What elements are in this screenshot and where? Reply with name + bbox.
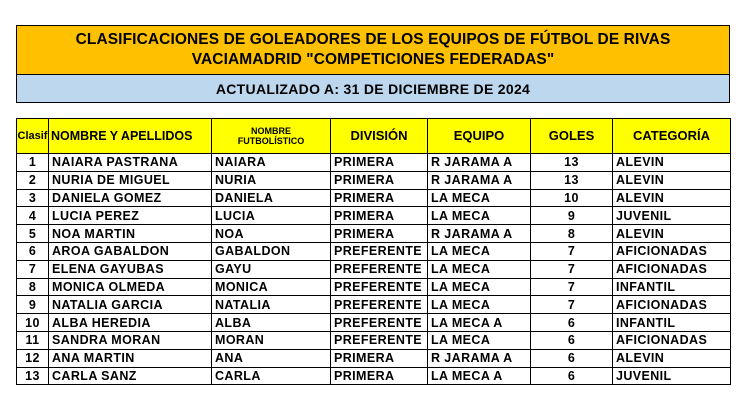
- table-row: [17, 349, 731, 367]
- cell-goles: 7: [531, 278, 613, 296]
- title-line-1: CLASIFICACIONES DE GOLEADORES DE LOS EQUIPOS DE FÚTBOL DE RIVAS: [75, 31, 671, 48]
- cell-nombre: CARLA SANZ: [49, 367, 212, 385]
- cell-equipo: R JARAMA A: [428, 225, 531, 243]
- cell-futbolistico: ANA: [212, 349, 331, 367]
- cell-division: PRIMERA: [331, 225, 428, 243]
- cell-clasif: 9: [17, 296, 49, 314]
- table-row: [17, 207, 731, 225]
- col-header-categoria: CATEGORÍA: [613, 119, 731, 154]
- cell-nombre: NATALIA GARCIA: [49, 296, 212, 314]
- title-line-2: VACIAMADRID "COMPETICIONES FEDERADAS": [191, 51, 555, 68]
- table-header-row: [17, 119, 731, 154]
- col-header-futbolistico-label: NOMBRE FUTBOLÍSTICO: [237, 126, 305, 146]
- cell-equipo: LA MECA: [428, 242, 531, 260]
- cell-equipo: R JARAMA A: [428, 349, 531, 367]
- table-row: [17, 171, 731, 189]
- cell-division: PREFERENTE: [331, 314, 428, 332]
- table-row: [17, 242, 731, 260]
- cell-nombre: NOA MARTIN: [49, 225, 212, 243]
- col-header-futbolistico: [212, 119, 331, 154]
- cell-nombre: DANIELA GOMEZ: [49, 189, 212, 207]
- cell-categoria: AFICIONADAS: [613, 260, 731, 278]
- cell-clasif: 11: [17, 331, 49, 349]
- cell-futbolistico: GABALDON: [212, 242, 331, 260]
- cell-categoria: ALEVIN: [613, 225, 731, 243]
- cell-categoria: ALEVIN: [613, 189, 731, 207]
- updated-date: ACTUALIZADO A: 31 DE DICIEMBRE DE 2024: [16, 75, 730, 103]
- cell-nombre: ALBA HEREDIA: [49, 314, 212, 332]
- cell-categoria: ALEVIN: [613, 154, 731, 172]
- cell-futbolistico: MORAN: [212, 331, 331, 349]
- cell-division: PREFERENTE: [331, 260, 428, 278]
- cell-division: PRIMERA: [331, 207, 428, 225]
- cell-futbolistico: MONICA: [212, 278, 331, 296]
- cell-futbolistico: LUCIA: [212, 207, 331, 225]
- cell-goles: 6: [531, 349, 613, 367]
- cell-nombre: NAIARA PASTRANA: [49, 154, 212, 172]
- cell-clasif: 10: [17, 314, 49, 332]
- cell-equipo: R JARAMA A: [428, 171, 531, 189]
- col-header-nombre: NOMBRE Y APELLIDOS: [49, 119, 212, 154]
- cell-nombre: MONICA OLMEDA: [49, 278, 212, 296]
- col-header-equipo: EQUIPO: [428, 119, 531, 154]
- cell-division: PRIMERA: [331, 171, 428, 189]
- cell-equipo: LA MECA A: [428, 367, 531, 385]
- cell-division: PRIMERA: [331, 189, 428, 207]
- cell-clasif: 3: [17, 189, 49, 207]
- cell-categoria: AFICIONADAS: [613, 242, 731, 260]
- cell-equipo: LA MECA: [428, 296, 531, 314]
- cell-futbolistico: NAIARA: [212, 154, 331, 172]
- cell-goles: 13: [531, 171, 613, 189]
- cell-nombre: LUCIA PEREZ: [49, 207, 212, 225]
- table-row: [17, 314, 731, 332]
- col-header-division: DIVISIÓN: [331, 119, 428, 154]
- cell-nombre: ELENA GAYUBAS: [49, 260, 212, 278]
- cell-clasif: 1: [17, 154, 49, 172]
- table-row: [17, 331, 731, 349]
- cell-goles: 8: [531, 225, 613, 243]
- cell-equipo: LA MECA: [428, 278, 531, 296]
- cell-division: PRIMERA: [331, 154, 428, 172]
- cell-goles: 9: [531, 207, 613, 225]
- cell-clasif: 8: [17, 278, 49, 296]
- cell-nombre: NURIA DE MIGUEL: [49, 171, 212, 189]
- cell-clasif: 5: [17, 225, 49, 243]
- table-row: [17, 189, 731, 207]
- cell-categoria: ALEVIN: [613, 171, 731, 189]
- cell-division: PREFERENTE: [331, 242, 428, 260]
- cell-nombre: ANA MARTIN: [49, 349, 212, 367]
- cell-goles: 7: [531, 296, 613, 314]
- cell-clasif: 13: [17, 367, 49, 385]
- cell-division: PRIMERA: [331, 349, 428, 367]
- cell-equipo: R JARAMA A: [428, 154, 531, 172]
- cell-clasif: 6: [17, 242, 49, 260]
- col-header-clasif: Clasif: [17, 119, 49, 154]
- cell-equipo: LA MECA: [428, 260, 531, 278]
- table-row: [17, 260, 731, 278]
- table-row: [17, 154, 731, 172]
- cell-futbolistico: NOA: [212, 225, 331, 243]
- cell-futbolistico: DANIELA: [212, 189, 331, 207]
- cell-goles: 6: [531, 314, 613, 332]
- title-box: [16, 25, 730, 75]
- cell-categoria: INFANTIL: [613, 314, 731, 332]
- cell-goles: 6: [531, 331, 613, 349]
- cell-equipo: LA MECA A: [428, 314, 531, 332]
- cell-nombre: AROA GABALDON: [49, 242, 212, 260]
- table-row: [17, 367, 731, 385]
- cell-categoria: INFANTIL: [613, 278, 731, 296]
- cell-futbolistico: CARLA: [212, 367, 331, 385]
- cell-goles: 10: [531, 189, 613, 207]
- cell-goles: 13: [531, 154, 613, 172]
- table-row: [17, 225, 731, 243]
- cell-equipo: LA MECA: [428, 331, 531, 349]
- cell-categoria: JUVENIL: [613, 207, 731, 225]
- cell-futbolistico: NURIA: [212, 171, 331, 189]
- cell-futbolistico: ALBA: [212, 314, 331, 332]
- cell-clasif: 2: [17, 171, 49, 189]
- cell-division: PRIMERA: [331, 367, 428, 385]
- cell-division: PREFERENTE: [331, 331, 428, 349]
- table-row: [17, 278, 731, 296]
- cell-nombre: SANDRA MORAN: [49, 331, 212, 349]
- cell-equipo: LA MECA: [428, 207, 531, 225]
- cell-division: PREFERENTE: [331, 296, 428, 314]
- cell-futbolistico: NATALIA: [212, 296, 331, 314]
- cell-goles: 7: [531, 260, 613, 278]
- col-header-goles: GOLES: [531, 119, 613, 154]
- cell-goles: 6: [531, 367, 613, 385]
- cell-categoria: AFICIONADAS: [613, 331, 731, 349]
- cell-categoria: ALEVIN: [613, 349, 731, 367]
- cell-equipo: LA MECA: [428, 189, 531, 207]
- cell-division: PREFERENTE: [331, 278, 428, 296]
- cell-goles: 7: [531, 242, 613, 260]
- cell-futbolistico: GAYU: [212, 260, 331, 278]
- cell-clasif: 7: [17, 260, 49, 278]
- cell-categoria: AFICIONADAS: [613, 296, 731, 314]
- header-banner: [16, 25, 730, 103]
- scorers-table: [16, 118, 731, 385]
- cell-clasif: 4: [17, 207, 49, 225]
- cell-categoria: JUVENIL: [613, 367, 731, 385]
- cell-clasif: 12: [17, 349, 49, 367]
- table-row: [17, 296, 731, 314]
